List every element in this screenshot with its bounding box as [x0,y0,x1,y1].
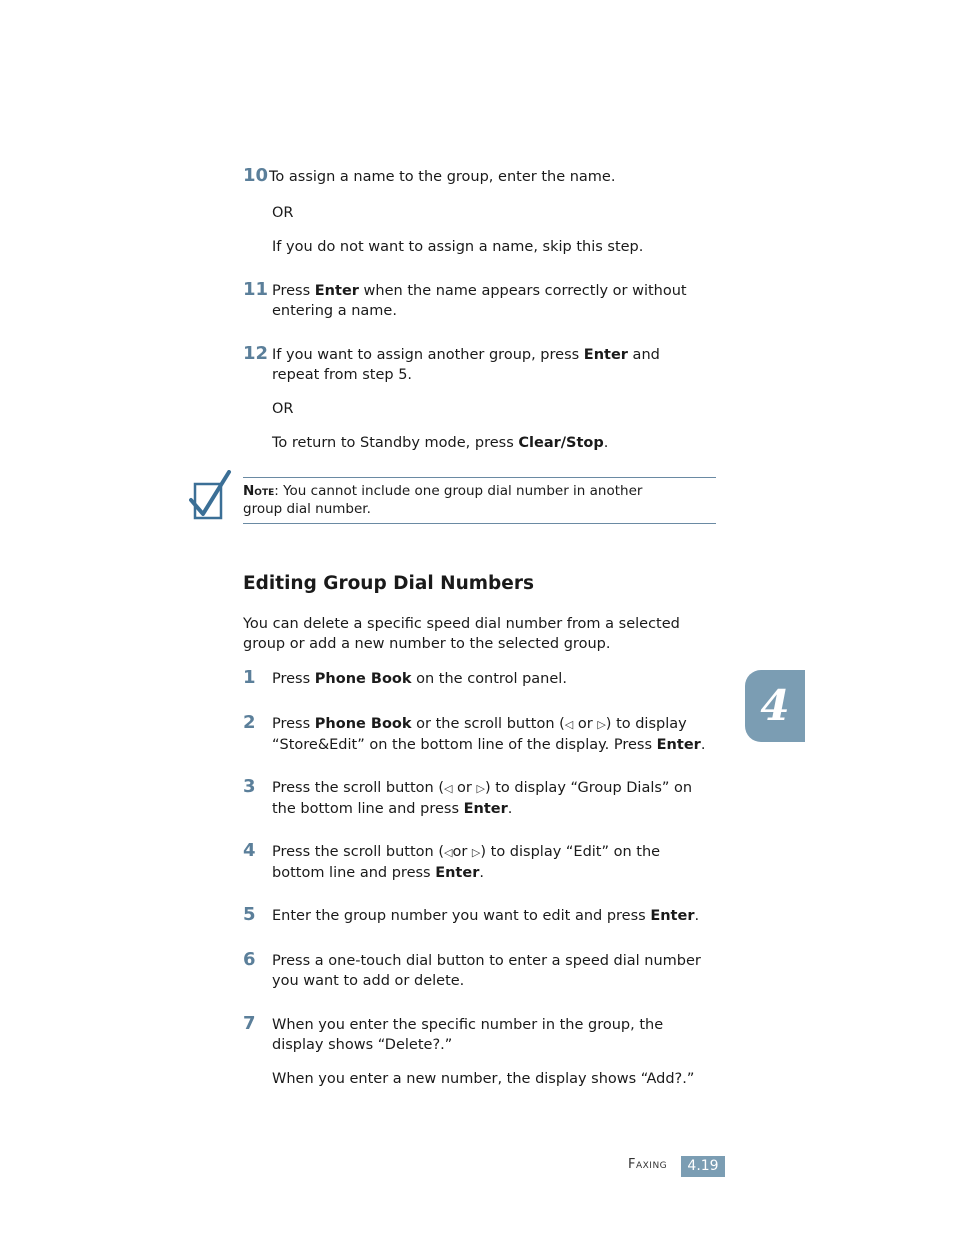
section-intro: You can delete a specific speed dial number from a selected group or add a new number to the selected group. [243,616,680,652]
step-text: Enter the group number you want to edit and press Enter. [272,908,700,924]
step-or: OR [272,205,294,221]
step-number: 11 [243,279,269,300]
step-number: 2 [243,712,256,733]
step-text: Press the scroll button (◁or ▷) to display “Edit” on the bottom line and press Enter. [272,844,661,881]
note-bottom-rule [243,523,716,524]
step-number: 6 [243,949,256,970]
step-number: 5 [243,904,256,925]
footer-section-label: Faxing [628,1157,668,1172]
step-or: OR [272,401,294,417]
scroll-right-icon: ▷ [597,718,606,731]
step-number: 3 [243,776,256,797]
scroll-left-icon: ◁ [443,782,453,795]
step-text: Press Enter when the name appears correctly or without entering a name. [272,283,687,319]
checkmark-note-icon [189,470,233,522]
step-number: 10 [243,165,269,186]
step-number: 1 [243,667,256,688]
step-text: To assign a name to the group, enter the name. [269,169,616,185]
page-number: 4.19 [681,1156,725,1177]
note-text: Note: You cannot include one group dial number in another group dial number. [243,483,643,517]
section-heading: Editing Group Dial Numbers [243,573,534,594]
step-text: Press the scroll button (◁ or ▷) to display “Group Dials” on the bottom line and press Enter. [272,780,693,817]
step-text: If you want to assign another group, press Enter and repeat from step 5. [272,347,660,383]
step-number: 7 [243,1013,256,1034]
note-top-rule [243,477,716,478]
step-text: To return to Standby mode, press Clear/Stop. [272,435,609,451]
scroll-left-icon: ◁ [443,846,453,859]
scroll-left-icon: ◁ [564,718,574,731]
step-text: Press a one-touch dial button to enter a speed dial number you want to add or delete. [272,953,701,989]
scroll-right-icon: ▷ [476,782,485,795]
step-text: Press Phone Book or the scroll button (◁ or ▷) to display “Store&Edit” on the bottom line of the display. Press Enter. [272,716,706,753]
step-text: Press Phone Book on the control panel. [272,671,567,687]
step-text: When you enter the specific number in the group, the display shows “Delete?.” [272,1017,664,1053]
chapter-tab: 4 [745,670,805,742]
step-text: If you do not want to assign a name, skip this step. [272,239,644,255]
scroll-right-icon: ▷ [471,846,481,859]
step-number: 4 [243,840,256,861]
step-text: When you enter a new number, the display shows “Add?.” [272,1071,695,1087]
step-number: 12 [243,343,269,364]
